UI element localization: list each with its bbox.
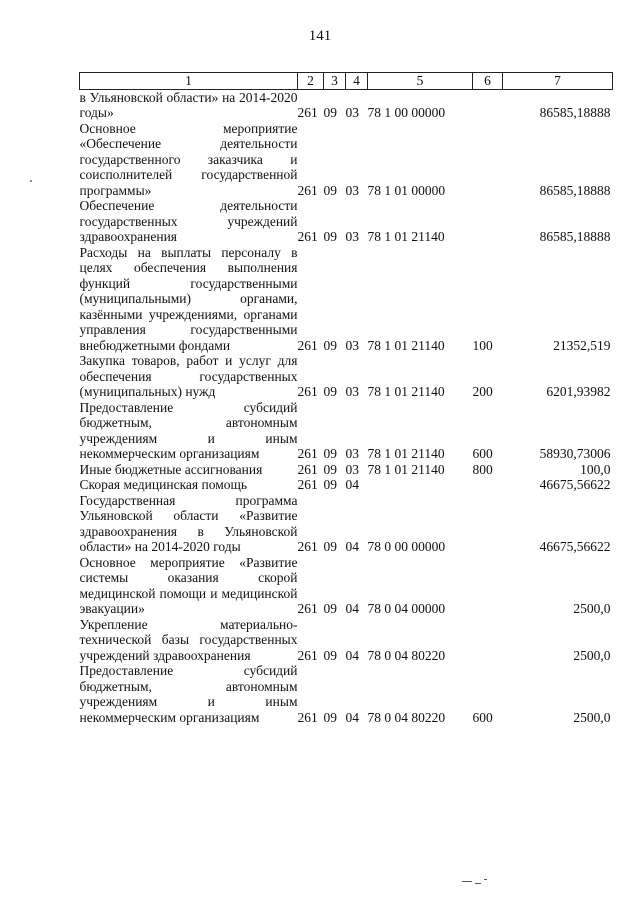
- cell-sum: 58930,73006: [539, 446, 611, 461]
- table-header: [80, 73, 613, 90]
- cell-section: 09: [323, 105, 337, 120]
- cell-expense-type: [473, 493, 503, 555]
- cell-expense-type: 100: [472, 337, 493, 353]
- cell-section: 09: [323, 647, 337, 663]
- cell-name: Иные бюджетные ассигнования: [79, 461, 263, 477]
- cell-target-article: 78 0 04 00000: [367, 601, 446, 616]
- header-col-4: 4: [346, 73, 368, 90]
- table-row: [80, 198, 613, 245]
- table-body: [80, 89, 613, 725]
- cell-target-article: 78 0 04 80220: [367, 647, 446, 663]
- cell-subsection: 04: [345, 601, 359, 616]
- cell-sum: 46675,56622: [539, 539, 611, 554]
- cell-ministry: 261: [297, 647, 318, 663]
- cell-ministry: 261: [297, 539, 318, 554]
- table-row: [80, 493, 613, 555]
- header-row: [80, 73, 613, 90]
- table-row: [80, 617, 613, 664]
- cell-subsection: 03: [345, 446, 359, 461]
- cell-expense-type: [473, 121, 503, 199]
- cell-target-article: 78 1 01 21140: [367, 337, 445, 353]
- cell-section: 09: [323, 477, 337, 492]
- cell-section: 09: [323, 182, 337, 198]
- cell-expense-type: [473, 617, 503, 664]
- cell-ministry: 261: [297, 105, 318, 120]
- cell-section: 09: [323, 461, 337, 477]
- cell-target-article: 78 0 00 00000: [367, 539, 446, 554]
- header-col-5: 5: [368, 73, 473, 90]
- cell-name: Расходы на выплаты персоналу в целях обеспечения выполнения функций государственными (муниципальными) органами, казёнными учреждениями, органами управления государственными внебюджетными фондами: [79, 244, 298, 353]
- cell-target-article: 78 1 00 00000: [367, 105, 446, 120]
- cell-target-article: 78 1 01 00000: [367, 182, 446, 198]
- cell-ministry: 261: [297, 477, 318, 492]
- cell-expense-type: 600: [472, 709, 493, 725]
- table-row: [80, 400, 613, 462]
- cell-sum: 100,0: [580, 461, 611, 477]
- cell-target-article: 78 1 01 21140: [367, 229, 445, 244]
- cell-ministry: 261: [297, 229, 318, 244]
- header-col-7: 7: [503, 73, 613, 90]
- cell-expense-type: [473, 477, 503, 493]
- table-row: [80, 477, 613, 493]
- cell-target-article: 78 1 01 21140: [367, 446, 445, 461]
- cell-name: Государственная программа Ульяновской области «Развитие здравоохранения в Ульяновской области» на 2014-2020 годы: [79, 492, 298, 554]
- scan-dot: [30, 180, 32, 182]
- cell-ministry: 261: [297, 601, 318, 616]
- cell-subsection: 03: [345, 384, 359, 399]
- cell-name: Скорая медицинская помощь: [79, 477, 248, 492]
- cell-name: в Ульяновской области» на 2014-2020 годы»: [79, 89, 298, 120]
- cell-subsection: 03: [345, 182, 359, 198]
- table-row: [80, 462, 613, 478]
- cell-name: Предоставление субсидий бюджетным, автономным учреждениям и иным некоммерческим организациям: [79, 399, 298, 461]
- cell-ministry: 261: [297, 182, 318, 198]
- cell-sum: 86585,18888: [539, 182, 611, 198]
- cell-expense-type: 600: [472, 446, 493, 461]
- cell-ministry: 261: [297, 709, 318, 725]
- cell-name: Основное мероприятие «Обеспечение деятельности государственного заказчика и соисполнителей государственной программы»: [79, 120, 298, 198]
- cell-sum: 86585,18888: [539, 105, 611, 120]
- cell-subsection: 04: [345, 709, 359, 725]
- cell-sum: 2500,0: [573, 709, 611, 725]
- cell-ministry: 261: [297, 461, 318, 477]
- cell-expense-type: 200: [472, 384, 493, 399]
- cell-section: 09: [323, 539, 337, 554]
- table-row: [80, 121, 613, 199]
- cell-section: 09: [323, 229, 337, 244]
- budget-table: [79, 72, 613, 725]
- cell-section: 09: [323, 601, 337, 616]
- cell-name: Обеспечение деятельности государственных учреждений здравоохранения: [79, 198, 298, 244]
- cell-subsection: 03: [345, 461, 359, 477]
- header-col-3: 3: [324, 73, 346, 90]
- cell-name: Закупка товаров, работ и услуг для обеспечения государственных (муниципальных) нужд: [79, 353, 298, 399]
- cell-ministry: 261: [297, 446, 318, 461]
- table-row: [80, 245, 613, 354]
- cell-name: Предоставление субсидий бюджетным, автономным учреждениям и иным некоммерческим организациям: [79, 663, 298, 725]
- header-col-1: 1: [80, 73, 298, 90]
- cell-name: Укрепление материально-технической базы государственных учреждений здравоохранения: [79, 616, 298, 663]
- cell-subsection: 04: [345, 539, 359, 554]
- table-row: [80, 555, 613, 617]
- cell-ministry: 261: [297, 337, 318, 353]
- cell-target-article: 78 0 04 80220: [367, 709, 446, 725]
- cell-sum: 46675,56622: [539, 477, 611, 492]
- cell-sum: 21352,519: [553, 337, 611, 353]
- cell-sum: 2500,0: [573, 647, 611, 663]
- cell-target-article: 78 1 01 21140: [367, 384, 445, 399]
- cell-expense-type: [473, 555, 503, 617]
- table-row: [80, 663, 613, 725]
- cell-section: 09: [323, 337, 337, 353]
- cell-target-article: 78 1 01 21140: [367, 461, 445, 477]
- page-number: 141: [308, 28, 332, 44]
- cell-expense-type: 800: [472, 461, 493, 477]
- header-col-6: 6: [473, 73, 503, 90]
- cell-subsection: 03: [345, 229, 359, 244]
- scan-artifact: [462, 878, 502, 886]
- cell-section: 09: [323, 446, 337, 461]
- header-col-2: 2: [298, 73, 324, 90]
- cell-subsection: 04: [345, 477, 359, 492]
- cell-subsection: 03: [345, 105, 359, 120]
- table-row: [80, 89, 613, 121]
- cell-subsection: 04: [345, 647, 359, 663]
- cell-sum: 6201,93982: [546, 384, 611, 399]
- cell-sum: 86585,18888: [539, 229, 611, 244]
- cell-section: 09: [323, 709, 337, 725]
- cell-target-article: [368, 477, 473, 493]
- cell-expense-type: [473, 198, 503, 245]
- cell-subsection: 03: [345, 337, 359, 353]
- cell-name: Основное мероприятие «Развитие системы оказания скорой медицинской помощи и медицинской эвакуации»: [79, 554, 298, 616]
- cell-ministry: 261: [297, 384, 318, 399]
- cell-expense-type: [473, 89, 503, 121]
- cell-sum: 2500,0: [573, 601, 611, 616]
- table-row: [80, 353, 613, 400]
- cell-section: 09: [323, 384, 337, 399]
